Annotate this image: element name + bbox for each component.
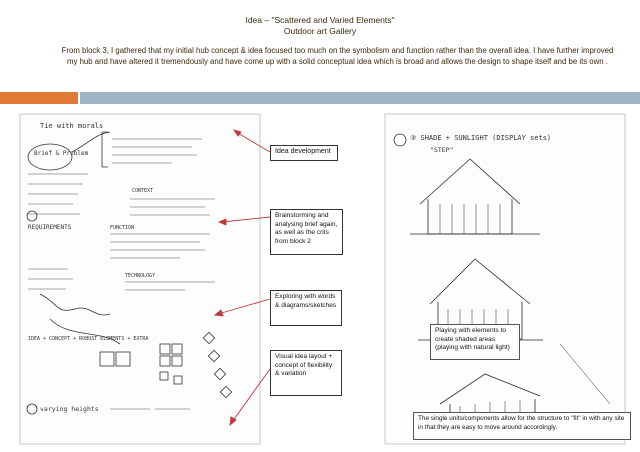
- callout-shaded-areas: Playing with elements to create shaded areas (playing with natural light): [430, 324, 520, 360]
- note-shade-heading: ③ SHADE + SUNLIGHT (DISPLAY sets): [410, 134, 552, 142]
- page-title: Idea – "Scattered and Varied Elements": [245, 15, 395, 25]
- note-heading: Tie with morals: [40, 122, 104, 130]
- note-technology: TECHNOLOGY: [125, 273, 156, 279]
- header-bar: [80, 92, 640, 104]
- page-subtitle: Outdoor art Gallery: [283, 26, 357, 36]
- note-brief: Brief & Problem: [34, 150, 89, 157]
- note-idea-line: IDEA + CONCEPT + ROBUST ELEMENTS + EXTRA: [28, 336, 149, 342]
- note-function: FUNCTION: [110, 225, 135, 231]
- accent-bar: [0, 92, 78, 104]
- right-sketch-page: [385, 114, 625, 444]
- callout-exploring: Exploring with words & diagrams/sketches: [270, 290, 342, 326]
- left-sketch-page: [20, 114, 260, 444]
- note-step: "STEP": [430, 146, 454, 154]
- callout-brainstorming: Brainstorming and analysing brief again, as well as the crits from block 2: [270, 209, 343, 255]
- callout-idea-development: Idea development: [270, 145, 338, 161]
- note-varying-heights: varying heights: [40, 405, 99, 413]
- callout-single-units: The single units/components allow for the structure to "fit" in with any site in that they are easy to move around accordingly.: [413, 412, 631, 440]
- intro-paragraph: From block 3, I gathered that my initial hub concept & idea focused too much on the symbolism and function rather than the overall idea. I have further improved my hub and have altered it tremendously and have come up with a solid conceptual idea which is broad and allows the design to shape itself and be its own .: [61, 46, 614, 66]
- note-context: CONTEXT: [132, 188, 154, 194]
- note-requirements: REQUIREMENTS: [28, 224, 72, 231]
- callout-visual-layout: Visual idea layout + concept of flexibility & variation: [270, 350, 342, 396]
